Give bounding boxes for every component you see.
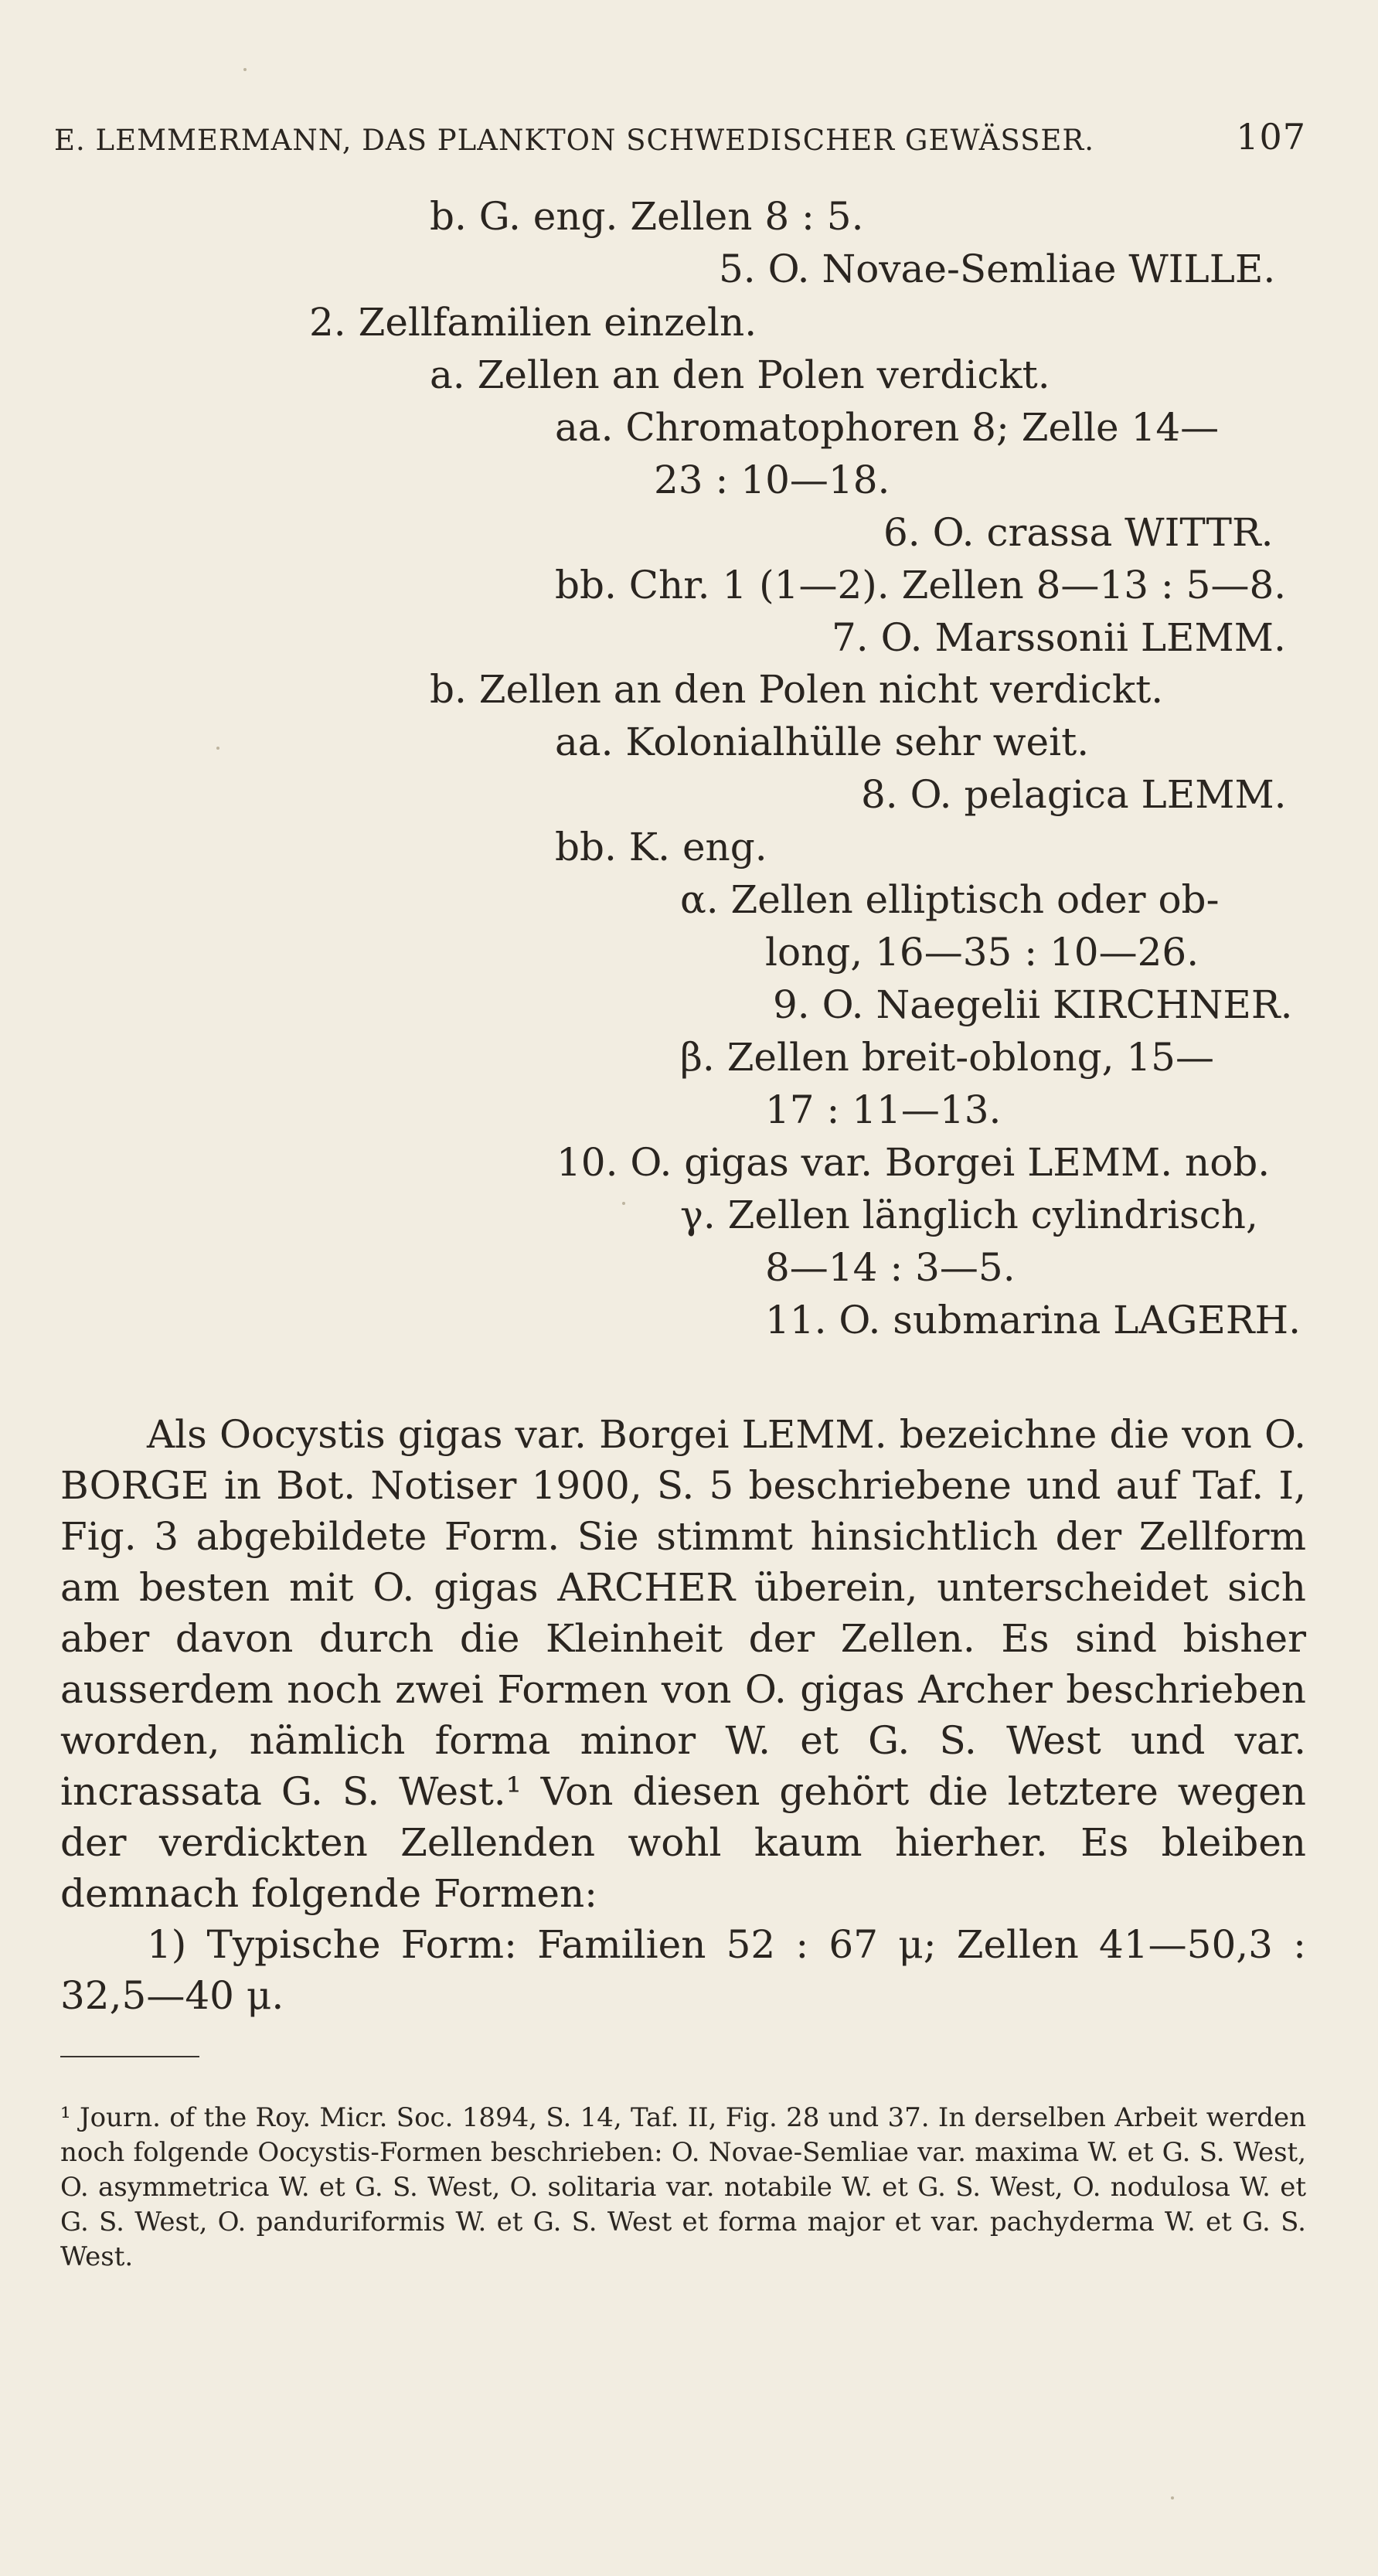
key-line: 23 : 10—18. [654,458,890,502]
key-line: α. Zellen elliptisch oder ob- [680,877,1220,922]
key-line: bb. K. eng. [555,825,767,869]
key-line: a. Zellen an den Polen verdickt. [430,352,1050,397]
key-line: 6. O. crassa WITTR. [883,510,1274,555]
key-line: 8—14 : 3—5. [765,1245,1016,1290]
key-line: 17 : 11—13. [765,1087,1002,1132]
paragraph: 1) Typische Form: Familien 52 : 67 μ; Zellen 41—50,3 : 32,5—40 μ. [60,1922,1306,2018]
key-line: aa. Chromatophoren 8; Zelle 14— [555,405,1220,450]
key-line: long, 16—35 : 10—26. [765,930,1199,975]
page-number: 107 [1236,116,1306,158]
paper-speck [243,68,247,71]
key-line: γ. Zellen länglich cylindrisch, [680,1193,1258,1237]
key-line: 7. O. Marssonii LEMM. [832,615,1286,660]
body-text [60,1409,1306,2021]
key-line: 10. O. gigas var. Borgei LEMM. nob. [556,1140,1271,1185]
paper-speck [622,1202,625,1205]
paragraph: Als Oocystis gigas var. Borgei LEMM. bezeichne die von O. BORGE in Bot. Notiser 1900, S. 5 beschriebene und auf Taf. I, Fig. 3 abgebildete Form. Sie stimmt hinsichtlich der Zellform am besten mit O. gigas ARCHER überein, unterscheidet sich aber davon durch die Kleinheit der Zellen. Es sind bisher ausserdem noch zwei Formen von O. gigas Archer beschrieben worden, nämlich forma minor W. et G. S. West und var. incrassata G. S. West.¹ Von diesen gehört die letztere wegen der verdickten Zellenden wohl kaum hierher. Es bleiben demnach folgende Formen: [60,1412,1306,1916]
key-line: b. G. eng. Zellen 8 : 5. [430,194,864,239]
footnote-divider [60,2056,199,2057]
key-line: 9. O. Naegelii KIRCHNER. [773,982,1293,1027]
key-line: b. Zellen an den Polen nicht verdickt. [430,667,1164,712]
key-line: aa. Kolonialhülle sehr weit. [555,720,1090,764]
footnote: ¹ Journ. of the Roy. Micr. Soc. 1894, S. 14, Taf. II, Fig. 28 und 37. In derselben Arbeit werden noch folgende Oocystis-Formen beschrieben: O. Novae-Semliae var. maxima W. et G. S. West, O. asymmetrica W. et G. S. West, O. solitaria var. notabile W. et G. S. West, O. nodulosa W. et G. S. West, O. panduriformis W. et G. S. West et forma major et var. pachyderma W. et G. S. West. [60,2102,1306,2272]
key-line: β. Zellen breit-oblong, 15— [680,1035,1214,1080]
key-line: 11. O. submarina LAGERH. [765,1298,1301,1342]
running-title: E. LEMMERMANN, DAS PLANKTON SCHWEDISCHER GEWÄSSER. [54,124,1095,157]
key-line: 2. Zellfamilien einzeln. [309,300,757,345]
paper-speck [1171,2496,1174,2499]
key-line: 5. O. Novae-Semliae WILLE. [719,247,1276,291]
paper-speck [216,747,219,750]
key-line: bb. Chr. 1 (1—2). Zellen 8—13 : 5—8. [555,563,1287,607]
key-line: 8. O. pelagica LEMM. [861,772,1287,817]
